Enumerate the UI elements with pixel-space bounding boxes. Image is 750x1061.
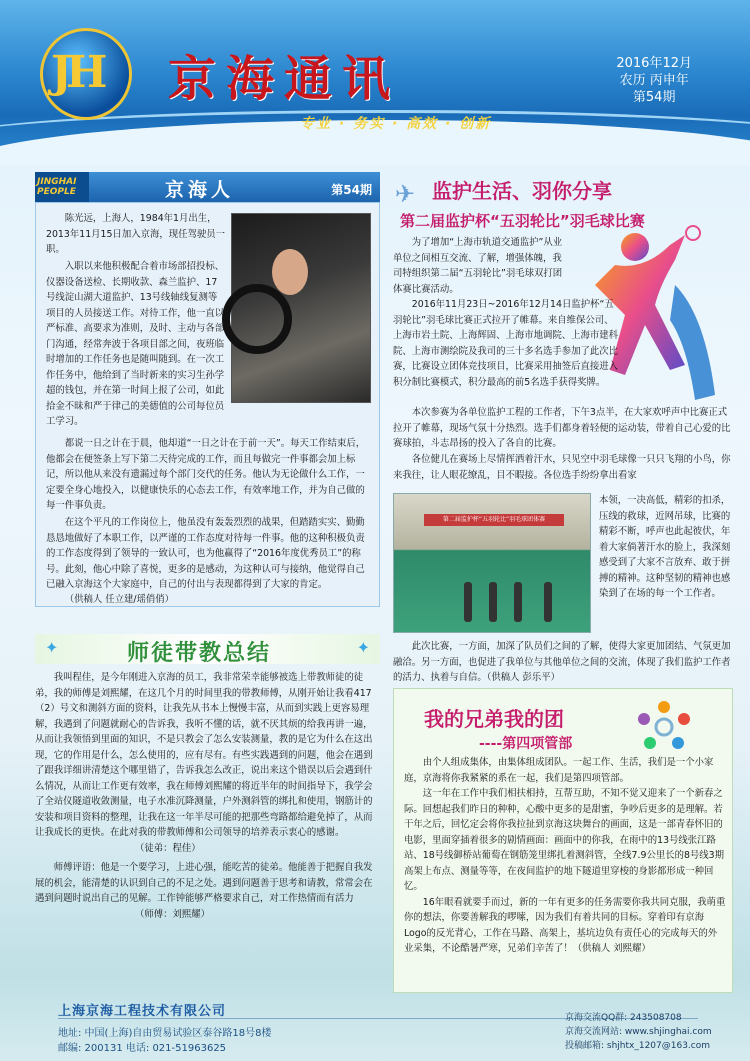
issue-number: 第54期 xyxy=(632,90,676,105)
photo-banner-text: 第二届监护杯“五羽轮比”羽毛球团体赛 xyxy=(442,516,546,523)
people-para-1: 陈光远，上海人，1984年1月出生，2013年11月15日加入京海，现任驾驶员一职。 xyxy=(46,213,225,255)
badminton-para-bottom: 此次比赛，一方面，加深了队员们之间的了解，使得大家更加团结、气氛更加融洽。另一方面，也促进了我单位与其他单位之间的交流，体现了我们监护工作者的活力、执着与自信。（供稿人 彭乐平） xyxy=(393,641,731,683)
shuttlecock-icon: ✈ xyxy=(395,180,416,208)
driver-face xyxy=(272,249,308,295)
issue-date: 2016年12月 xyxy=(616,56,692,71)
people-author: （供稿人 任立建/瑶俏俏） xyxy=(64,594,175,605)
mentor-para-1: 我叫程佳，是今年刚进入京海的员工，我非常荣幸能够被选上带教师徒的徒弟，我的师傅是刘熙耀，在这几个月的时间里我的带教师傅，从刚开始让我看417（2）号文和测斜方面的资料，让我先从书本上慢慢丰富，从而到实践上更容易理解，我遇到了问题就耐心的告诉我，我听不懂的话，就不厌其烦的给我再讲一遍，从而让我领悟到里面的知识，不是只教会了怎么安装测量，教的是它为什么在这出现，它的作用是什么，怎么使用的，应有尽有。有些实践遇到的问题，他会在遇到了跟我详细讲清楚这个哪里错了，告诉我怎么改正，说出来这个错误以后会遇到什么情况，从而让工作更有效率，我在师傅刘熙耀的将近半年的时间指导下，我学会了全站仪隧道收敛测量，电子水准沉降测量，户外测斜管的绑扎和使用，钢筋计的安装和项目资料的整理，让我在这一年半尽可能的把那些弯路都给避免掉了，从而让我成长的更快。在此对我的带教师傅和公司领导的培养表示衷心的感谢。 xyxy=(35,672,373,838)
footer xyxy=(0,1000,750,1061)
player-figure xyxy=(544,582,552,622)
people-logo-line2: PEOPLE xyxy=(37,187,76,197)
mentor-teacher-sign: （师傅：刘熙耀） xyxy=(135,908,211,920)
badminton-para-side: 本领，一决高低，精彩的扣杀，压线的救球，近网吊球，比赛的精彩不断，呼声也此起彼伏，年着大家倘著汗水的脸上，我深刻感受到了大家不言放弃、敢于拼搏的精神。这种坚韧的精神也感染到了在场的每一个工作者。 xyxy=(599,495,731,599)
player-figure xyxy=(464,582,472,622)
mentor-para-2: 师傅评语：他是一个要学习，上进心强，能吃苦的徒弟。他能善于把握自我发展的机会，能清楚的认识到自己的不足之处。遇到问题善于思考和请教，常常会在遇到问题时说出自己的见解。工作钟能够严格要求自己，对工作热情而有活力 xyxy=(35,862,373,904)
mentor-student-sign: （徒弟：程佳） xyxy=(135,842,201,854)
footer-qq: 京海交流QQ群: 243508708 xyxy=(565,1013,682,1023)
people-issue: 第54期 xyxy=(331,183,372,197)
footer-company: 上海京海工程技术有限公司 xyxy=(58,1004,227,1019)
masthead xyxy=(0,0,750,165)
steering-wheel xyxy=(222,284,292,354)
newsletter-title: 京海通讯 xyxy=(168,51,401,107)
brothers-para-3: 16年眼看就要手而过，新的一年有更多的任务需要你我共同克服，我萌重你的想法，你要善解我的啰嗦，因为我们有着共同的目标。穿着印有京海Logo的反光背心，工作在马路、高架上，基坑边负有责任心的完成每天的外业采集，不论酷暑严寒，兄弟们辛苦了！（供稿人 刘熙耀） xyxy=(404,896,726,954)
brothers-article xyxy=(393,688,733,993)
mentor-title: 师徒带教总结 xyxy=(127,641,272,666)
badminton-title: 监护生活、羽你分享 xyxy=(432,179,612,203)
footer-email: 投稿邮箱: shjhtx_1207@163.com xyxy=(565,1041,711,1051)
brothers-subtitle: ----第四项管部 xyxy=(479,736,573,752)
badminton-court-photo xyxy=(393,493,591,633)
badminton-title-block xyxy=(390,175,730,231)
people-para-2: 入职以来他积极配合着市场部招投标、仪器设备送检、长期收款、森兰监护、17号线淀山湖大道监护、13号线轴线复测等项目的人员接送工作。对待工作，他一直以严标准、高要求为准则，及时、主动与各部门沟通，经常奔波于各项目部之间，夜班临时增加的工作任务也是随叫随到。在一次工作任务中，他给到了当时新来的实习生孙学超的钱包，并在第一时间上报了公司，如此拾金不昧和严于律己的美德值的公司每位员工学习。 xyxy=(46,261,225,427)
badminton-para-1: 为了增加“上海市轨道交通监护”从业单位之间相互交流、了解，增强体魄，我司特组织第二届“五羽轮比”羽毛球双打团体赛比赛活动。 xyxy=(393,237,563,295)
badminton-para-4: 各位健儿在赛场上尽情挥洒着汗水，只见空中羽毛球像一只只飞翔的小鸟，你来我往，让人眼花缭乱，目不暇接。各位选手纷纷拿出看家 xyxy=(393,454,731,481)
people-title: 京海人 xyxy=(165,179,235,201)
badminton-subtitle: 第二届监护杯“五羽轮比”羽毛球比赛 xyxy=(400,212,645,230)
badminton-para-2: 2016年11月23日~2016年12月14日监护杯“五羽轮比”羽毛球比赛正式拉开了帷幕。来自维保公司、上海市岩土院、上海辉固、上海市地调院、上海市建科院、上海市测绘院及我司的三十多名选手参加了此次比赛，比赛设立团体竞技项目，比赛采用抽签后直接进入积分制比赛模式，积分最高的前5名选手获得奖牌。 xyxy=(393,299,619,388)
people-article xyxy=(35,202,380,607)
star-icon: ✦ xyxy=(356,638,370,657)
company-logo xyxy=(40,28,132,120)
player-figure xyxy=(514,582,522,622)
people-para-4: 在这个平凡的工作岗位上，他虽没有轰轰烈烈的战果，但踏踏实实、勤勤恳恳地做好了本职工作，以严谨的工作态度对待每一件事。他的这种积极负责的工作态度得到了领导的一致认可，也为他赢得了“2016年度优秀员工”的称号。此刻，他心中除了喜悦，更多的是感动，为这种认可与接纳，他觉得自己已融入京海这个大家庭中，自己的付出与表现都得到了大家的肯定。 xyxy=(46,517,365,590)
brothers-para-1: 由个人组成集体，由集体组成团队。一起工作、生活，我们是一个小家庭，京海将你我紧紧的系在一起，我们是第四项管部。 xyxy=(404,757,714,784)
issue-info xyxy=(616,55,692,106)
footer-web: 京海交流网站: www.shjinghai.com xyxy=(565,1027,712,1037)
team-people-icon xyxy=(634,699,694,753)
brothers-title: 我的兄弟我的团 xyxy=(424,707,564,731)
people-section-header xyxy=(35,172,380,202)
people-logo xyxy=(35,172,89,202)
brothers-para-2: 这一年在工作中我们相扶相持，互帮互助，不知不觉又迎来了一个新春之际。回想起我们昨日的种种，心酸中更多的是甜蜜，争吵后更多的是理解。若干年之后，回忆定会将你我拉扯到京海这块舞台的画面，这是一部青春怀旧的电影，里面穿插着很多的剧情画面：画面中的你我，在雨中的13号线张江路站、18号线御桥站葡萄在钢筋笼里绑扎着测斜管，全线7.9公里长的8号线3期高架上布点、测量等等，在夜间监护的地下隧道里穿梭的身影都形成一种回忆。 xyxy=(404,788,725,892)
driver-photo xyxy=(231,213,371,403)
people-para-3: 都说一日之计在于晨，他却道“一日之计在于前一天”。每天工作结束后，他都会在便签条上写下第二天待完成的工作，而且每做完一件事都会加上标记，所以他从来没有遗漏过每个部门交代的任务。他认为无论做什么工作，一定要全身心地投入，以健康快乐的心态去工作，有效率地工作，并为自己做的每一件事负责。 xyxy=(46,438,366,511)
mentor-section-header xyxy=(35,630,380,670)
badminton-article xyxy=(393,235,733,683)
slogan: 专业 · 务实 · 高效 · 创新 xyxy=(300,116,492,132)
footer-postcode-phone: 邮编: 200131 电话: 021-51963625 xyxy=(58,1043,227,1054)
brothers-body xyxy=(404,755,726,957)
people-logo-line1: JINGHAI xyxy=(37,177,77,187)
star-icon: ✦ xyxy=(45,638,59,657)
footer-address: 地址: 中国(上海)自由贸易试验区泰谷路18号8楼 xyxy=(58,1028,272,1039)
player-figure xyxy=(489,582,497,622)
photo-banner xyxy=(424,514,564,526)
issue-lunar: 农历 丙申年 xyxy=(619,73,689,88)
logo-text: JH xyxy=(51,47,102,98)
mentor-article xyxy=(35,670,380,920)
badminton-para-3: 本次参赛为各单位监护工程的工作者，下午3点半，在大家欢呼声中比赛正式拉开了帷幕，现场气氛十分热烈。选手们都身着轻便的运动装，带着自己心爱的比赛球拍，斗志昂扬的投入了各自的比赛。 xyxy=(393,407,731,449)
